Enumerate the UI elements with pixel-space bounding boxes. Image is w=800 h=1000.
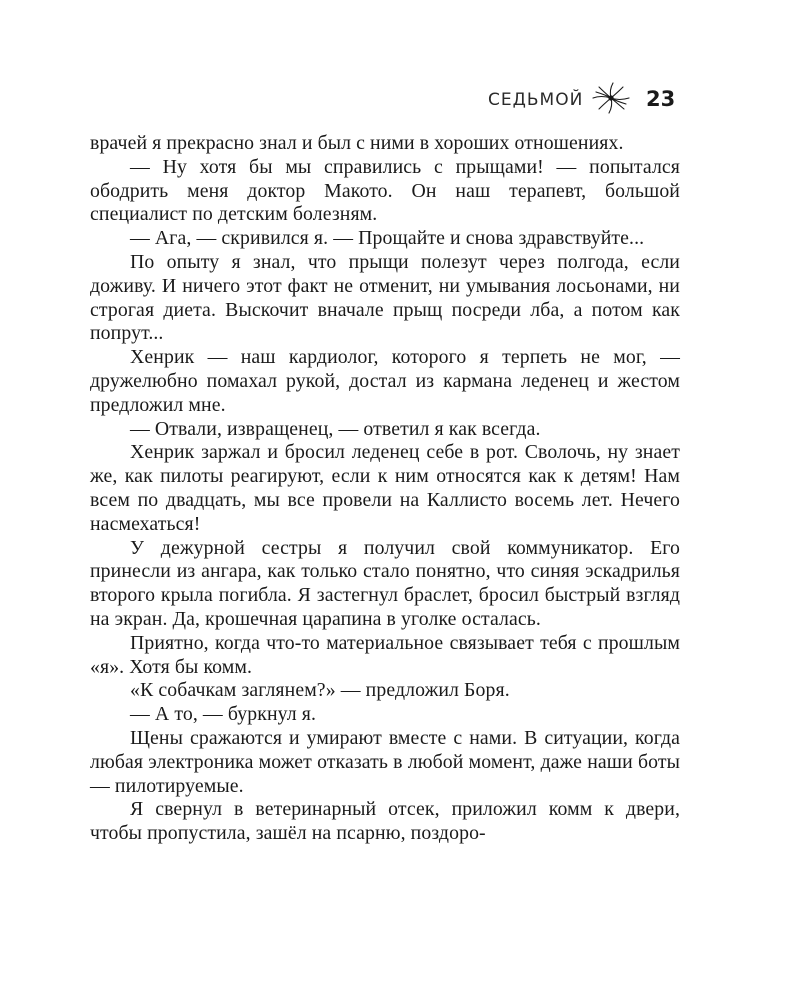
running-header bbox=[480, 86, 684, 116]
body-text bbox=[90, 132, 680, 846]
paragraph: Хенрик — наш кардиолог, которого я терпеть не мог, — дружелюбно помахал рукой, достал из кармана леденец и жестом предложил мне. bbox=[90, 346, 680, 416]
paragraph: «К собачкам заглянем?» — предложил Боря. bbox=[130, 679, 510, 702]
paragraph: врачей я прекрасно знал и был с ними в хороших отношениях. bbox=[90, 132, 624, 154]
paragraph: — Ага, — скривился я. — Прощайте и снова здравствуйте... bbox=[130, 227, 645, 250]
paragraph: — Отвали, извращенец, — ответил я как всегда. bbox=[130, 417, 541, 440]
paragraph: Щены сражаются и умирают вместе с нами. В ситуации, когда любая электроника может отказать в любой момент, даже наши боты — пилотируемые. bbox=[90, 726, 680, 797]
paragraph: Приятно, когда что-то материальное связывает тебя с прошлым «я». Хотя бы комм. bbox=[90, 631, 680, 678]
paragraph: Хенрик заржал и бросил леденец себе в рот. Сволочь, ну знает же, как пилоты реагируют, если к ним относятся как к детям! Нам всем по двадцать, мы все провели на Каллисто восемь лет. Нечего насмехаться! bbox=[90, 441, 680, 535]
paragraph: У дежурной сестры я получил свой коммуникатор. Его принесли из ангара, как только стало понятно, что синяя эскадрилья второго крыла погибла. Я застегнул браслет, бросил быстрый взгляд на экран. Да, крошечная царапина в уголке осталась. bbox=[90, 536, 680, 630]
running-title: СЕДЬМОЙ bbox=[488, 90, 584, 110]
paragraph: — Ну хотя бы мы справились с прыщами! — попытался ободрить меня доктор Макото. Он наш терапевт, большой специалист по детским болезням. bbox=[90, 155, 680, 226]
paragraph: По опыту я знал, что прыщи полезут через полгода, если доживу. И ничего этот факт не отменит, ни умывания лосьонами, ни строгая диета. Выскочит вначале прыщ посреди лба, а потом как попрут... bbox=[90, 250, 680, 345]
paragraph: Я свернул в ветеринарный отсек, приложил комм к двери, чтобы пропустила, зашёл на псарню, поздоро- bbox=[90, 798, 680, 845]
paragraph: — А то, — буркнул я. bbox=[130, 703, 317, 726]
page-number: 23 bbox=[646, 87, 676, 111]
starburst-icon bbox=[591, 82, 631, 114]
